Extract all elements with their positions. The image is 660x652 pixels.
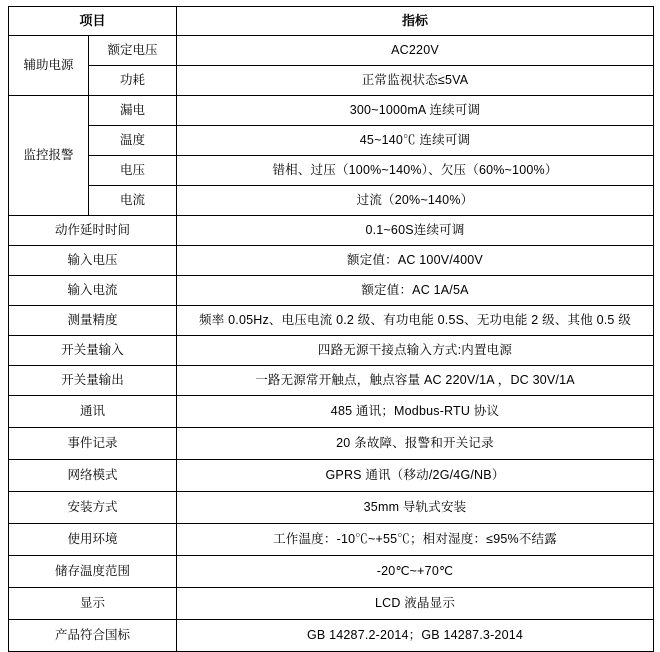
row-label: 显示 [9,588,177,620]
spec-value: 300~1000mA 连续可调 [177,96,654,126]
spec-value: 正常监视状态≤5VA [177,66,654,96]
spec-value: GB 14287.2-2014；GB 14287.3-2014 [177,620,654,652]
table-header-row [9,7,654,36]
spec-value: 45~140℃ 连续可调 [177,126,654,156]
spec-value: 485 通讯；Modbus-RTU 协议 [177,396,654,428]
row-label: 安装方式 [9,492,177,524]
table-row [9,216,654,246]
row-label: 通讯 [9,396,177,428]
column-header-item: 项目 [9,7,177,36]
table-row [9,126,654,156]
row-label: 使用环境 [9,524,177,556]
sub-label: 电压 [89,156,177,186]
sub-label: 电流 [89,186,177,216]
table-row [9,276,654,306]
table-row [9,336,654,366]
row-label: 输入电压 [9,246,177,276]
table-row [9,36,654,66]
row-label: 网络模式 [9,460,177,492]
sub-label: 功耗 [89,66,177,96]
spec-value: AC220V [177,36,654,66]
column-header-spec: 指标 [177,7,654,36]
group-label-monitoring-alarm: 监控报警 [9,96,89,216]
spec-value: -20℃~+70℃ [177,556,654,588]
sub-label: 额定电压 [89,36,177,66]
spec-value: 工作温度：-10℃~+55℃；相对湿度：≤95%不结露 [177,524,654,556]
group-label-auxiliary-power: 辅助电源 [9,36,89,96]
table-row [9,524,654,556]
row-label: 事件记录 [9,428,177,460]
row-label: 开关量输入 [9,336,177,366]
spec-value: 过流（20%~140%） [177,186,654,216]
spec-value: 额定值：AC 100V/400V [177,246,654,276]
table-row [9,366,654,396]
table-row [9,246,654,276]
table-row [9,492,654,524]
table-row [9,186,654,216]
row-label: 产品符合国标 [9,620,177,652]
table-row [9,556,654,588]
table-row [9,156,654,186]
row-label: 动作延时时间 [9,216,177,246]
spec-value: 35mm 导轨式安装 [177,492,654,524]
table-row [9,620,654,652]
row-label: 开关量输出 [9,366,177,396]
row-label: 输入电流 [9,276,177,306]
spec-value: 错相、过压（100%~140%）、欠压（60%~100%） [177,156,654,186]
spec-value: 0.1~60S连续可调 [177,216,654,246]
sub-label: 漏电 [89,96,177,126]
spec-value: 额定值：AC 1A/5A [177,276,654,306]
table-row [9,306,654,336]
table-row [9,460,654,492]
spec-value: 频率 0.05Hz、电压电流 0.2 级、有功电能 0.5S、无功电能 2 级、其他 0.5 级 [177,306,654,336]
table-row [9,588,654,620]
row-label: 储存温度范围 [9,556,177,588]
row-label: 测量精度 [9,306,177,336]
spec-value: GPRS 通讯（移动/2G/4G/NB） [177,460,654,492]
spec-value: 四路无源干接点输入方式:内置电源 [177,336,654,366]
spec-value: 一路无源常开触点，触点容量 AC 220V/1A ，DC 30V/1A [177,366,654,396]
spec-value: LCD 液晶显示 [177,588,654,620]
table-row [9,396,654,428]
specification-table [8,6,654,652]
table-row [9,428,654,460]
table-row [9,96,654,126]
spec-value: 20 条故障、报警和开关记录 [177,428,654,460]
sub-label: 温度 [89,126,177,156]
table-row [9,66,654,96]
